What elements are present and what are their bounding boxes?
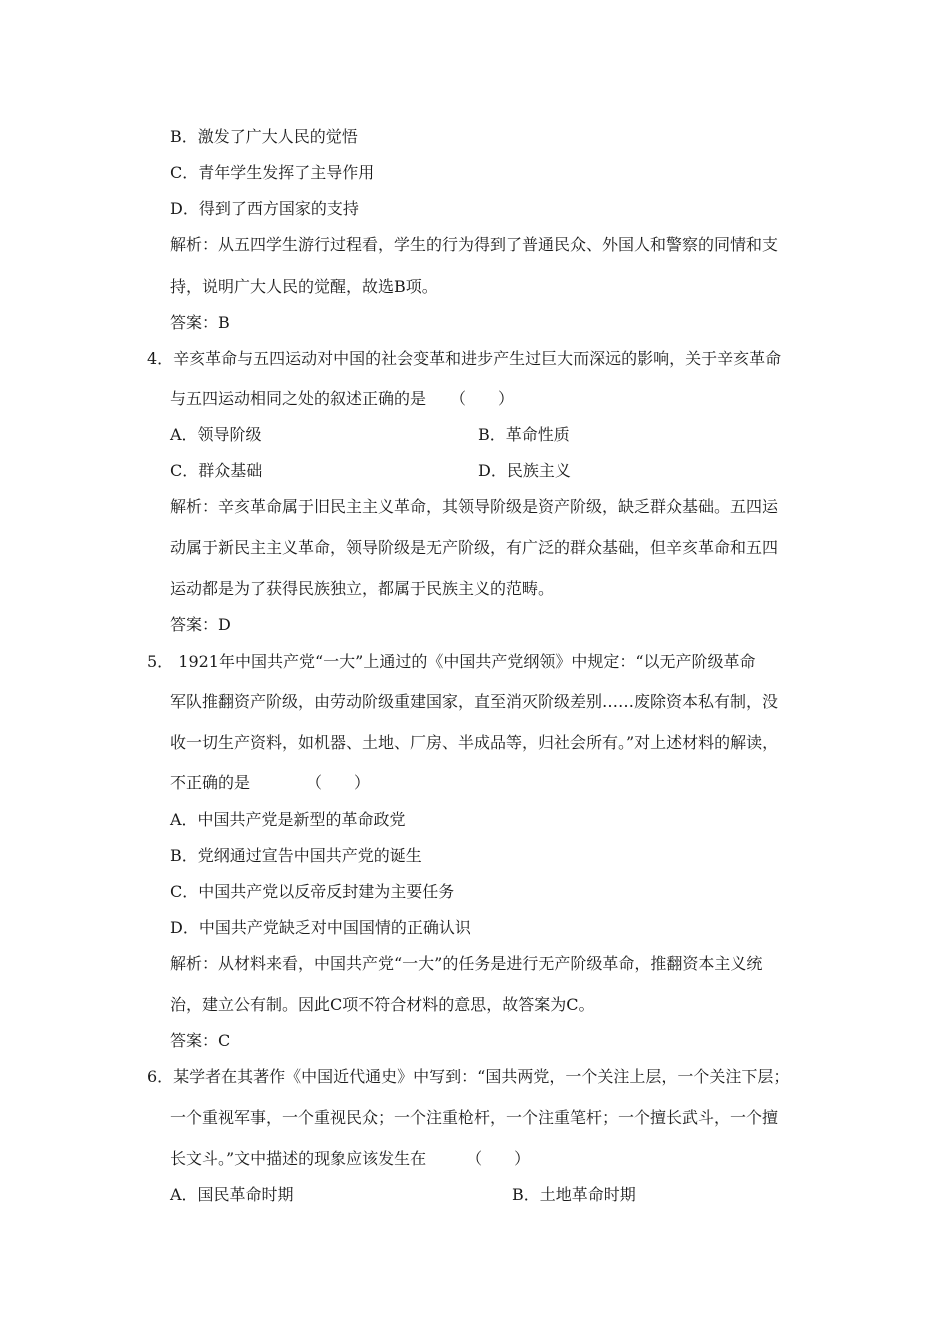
q4-analysis-line-1: 解析：辛亥革命属于旧民主主义革命，其领导阶级是资产阶级，缺乏群众基础。五四运 — [170, 497, 779, 516]
q4-option-c: C．群众基础 — [170, 461, 263, 480]
q5-analysis-line-2: 治，建立公有制。因此C项不符合材料的意思，故答案为C。 — [170, 995, 595, 1014]
q4-option-d: D．民族主义 — [478, 461, 571, 480]
q4-stem-line-1: 4．辛亥革命与五四运动对中国的社会变革和进步产生过巨大而深远的影响，关于辛亥革命 — [147, 349, 782, 368]
q4-answer: 答案：D — [170, 615, 231, 634]
q3-analysis-line-1: 解析：从五四学生游行过程看，学生的行为得到了普通民众、外国人和警察的同情和支 — [170, 235, 779, 254]
q3-answer: 答案：B — [170, 313, 230, 332]
q5-analysis-line-1: 解析：从材料来看，中国共产党“一大”的任务是进行无产阶级革命，推翻资本主义统 — [170, 954, 763, 973]
q6-stem-line-1: 6．某学者在其著作《中国近代通史》中写到：“国共两党，一个关注上层，一个关注下层； — [147, 1067, 790, 1086]
q4-analysis-line-3: 运动都是为了获得民族独立，都属于民族主义的范畴。 — [170, 579, 555, 598]
q5-option-b: B．党纲通过宣告中国共产党的诞生 — [170, 846, 422, 865]
q4-option-b: B．革命性质 — [478, 425, 570, 444]
q5-stem-line-2: 军队推翻资产阶级，由劳动阶级重建国家，直至消灭阶级差别……废除资本私有制，没 — [170, 692, 779, 711]
q3-option-d: D．得到了西方国家的支持 — [170, 199, 359, 218]
q6-stem-line-3: 长文斗。”文中描述的现象应该发生在 （ ） — [170, 1149, 531, 1168]
q3-option-b: B．激发了广大人民的觉悟 — [170, 127, 358, 146]
q5-stem-line-3: 收一切生产资料，如机器、土地、厂房、半成品等，归社会所有。”对上述材料的解读， — [170, 733, 779, 752]
q5-option-a: A．中国共产党是新型的革命政党 — [170, 810, 406, 829]
q5-stem-line-4: 不正确的是 （ ） — [170, 773, 371, 792]
q6-option-a: A．国民革命时期 — [170, 1185, 294, 1204]
q4-analysis-line-2: 动属于新民主主义革命，领导阶级是无产阶级，有广泛的群众基础，但辛亥革命和五四 — [170, 538, 779, 557]
q5-option-d: D．中国共产党缺乏对中国国情的正确认识 — [170, 918, 471, 937]
q4-option-a: A．领导阶级 — [170, 425, 262, 444]
q6-stem-line-2: 一个重视军事，一个重视民众；一个注重枪杆，一个注重笔杆；一个擅长武斗，一个擅 — [170, 1108, 779, 1127]
q3-analysis-line-2: 持，说明广大人民的觉醒，故选B项。 — [170, 277, 438, 296]
q3-option-c: C．青年学生发挥了主导作用 — [170, 163, 375, 182]
q5-answer: 答案：C — [170, 1031, 231, 1050]
q4-stem-line-2: 与五四运动相同之处的叙述正确的是 （ ） — [170, 389, 515, 408]
q5-stem-line-1: 5． 1921年中国共产党“一大”上通过的《中国共产党纲领》中规定：“以无产阶级革命 — [147, 652, 756, 671]
q5-option-c: C．中国共产党以反帝反封建为主要任务 — [170, 882, 455, 901]
q6-option-b: B．土地革命时期 — [512, 1185, 636, 1204]
